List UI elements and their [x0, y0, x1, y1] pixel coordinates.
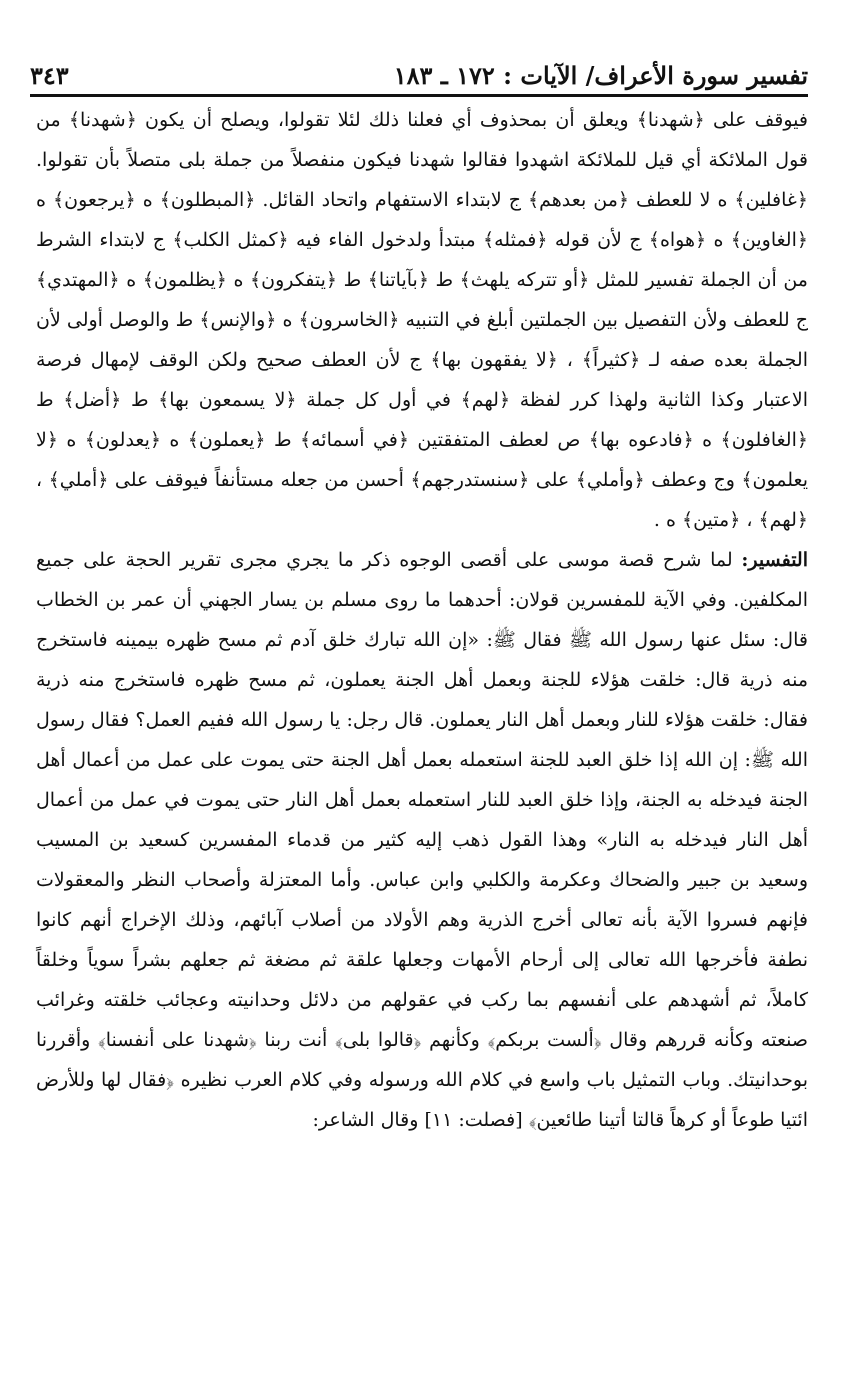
- page-number: ٣٤٣: [30, 61, 69, 90]
- page-body: [36, 100, 808, 1316]
- header-title: تفسير سورة الأعراف/ الآيات : ١٧٢ ـ ١٨٣: [393, 61, 808, 90]
- tafsir-paragraph: [36, 540, 808, 1140]
- tafsir-label: التفسير:: [741, 549, 808, 571]
- waqf-paragraph: فيوقف على ﴿شهدنا﴾ ويعلق أن بمحذوف أي فعلنا ذلك لئلا تقولوا، ويصلح أن يكون ﴿شهدنا﴾ من قول الملائكة أي قيل للملائكة اشهدوا فقالوا شهدنا فيكون منفصلاً من جملة بلى متصلاً بأن تقولوا. ﴿غافلين﴾ ه لا للعطف ﴿من بعدهم﴾ ج لابتداء الاستفهام واتحاد القائل. ﴿المبطلون﴾ ه ﴿يرجعون﴾ ه ﴿الغاوين﴾ ه ﴿هواه﴾ ج لأن قوله ﴿فمثله﴾ مبتدأ ولدخول الفاء فيه ﴿كمثل الكلب﴾ ج لابتداء الشرط من أن الجملة تفسير للمثل ﴿أو تتركه يلهث﴾ ط ﴿بآياتنا﴾ ط ﴿يتفكرون﴾ ه ﴿يظلمون﴾ ه ﴿المهتدي﴾ ج للعطف ولأن التفصيل بين الجملتين أبلغ في التنبيه ﴿الخاسرون﴾ ه ﴿والإنس﴾ ط والوصل أولى لأن الجملة بعده صفه لـ ﴿كثيراً﴾ ، ﴿لا يفقهون بها﴾ ج لأن العطف صحيح ولكن الوقف لإمهال فرصة الاعتبار وكذا الثانية ولهذا كرر لفظة ﴿لهم﴾ في أول كل جملة ﴿لا يسمعون بها﴾ ط ﴿أضل﴾ ط ﴿الغافلون﴾ ه ﴿فادعوه بها﴾ ص لعطف المتفقتين ﴿في أسمائه﴾ ط ﴿يعملون﴾ ه ﴿يعدلون﴾ ه ﴿لا يعلمون﴾ وج وعطف ﴿وأملي﴾ على ﴿سنستدرجهم﴾ أحسن من جعله مستأنفاً فيوقف على ﴿أملي﴾ ، ﴿لهم﴾ ، ﴿متين﴾ ه .: [36, 109, 808, 531]
- running-header: [30, 50, 808, 97]
- tafsir-text: لما شرح قصة موسى على أقصى الوجوه ذكر ما يجري مجرى تقرير الحجة على جميع المكلفين. وفي الآية للمفسرين قولان: أحدهما ما روى مسلم بن يسار الجهني أن عمر بن الخطاب قال: سئل عنها رسول الله ﷺ فقال ﷺ: «إن الله تبارك خلق آدم ثم مسح ظهره بيمينه فاستخرج منه ذرية قال: خلقت هؤلاء للجنة وبعمل أهل الجنة يعملون، ثم مسح ظهره فاستخرج منه ذرية فقال: خلقت هؤلاء للنار وبعمل أهل النار يعملون. قال رجل: يا رسول الله ففيم العمل؟ فقال رسول الله ﷺ: إن الله إذا خلق العبد للجنة استعمله بعمل أهل الجنة حتى يموت على عمل من أعمال أهل الجنة فيدخله به الجنة، وإذا خلق العبد للنار استعمله بعمل أهل النار حتى يموت في عمل من أعمال أهل النار فيدخله به النار» وهذا القول ذهب إليه كثير من قدماء المفسرين كسعيد بن المسيب وسعيد بن جبير والضحاك وعكرمة والكلبي وابن عباس. وأما المعتزلة وأصحاب النظر والمعقولات فإنهم فسروا الآية بأنه تعالى أخرج الذرية وهم الأولاد من أصلاب آبائهم، وذلك الإخراج أنهم كانوا نطفة فأخرجها الله تعالى إلى أرحام الأمهات وجعلها علقة ثم مضغة ثم جعلهم بشراً سوياً وخلقاً كاملاً، ثم أشهدهم على أنفسهم بما ركب في عقولهم من دلائل وحدانيته وعجائب خلقته وغرائب صنعته وكأنه قررهم وقال ﴿ألست بربكم﴾ وكأنهم ﴿قالوا بلى﴾ أنت ربنا ﴿شهدنا على أنفسنا﴾ وأقررنا بوحدانيتك. وباب التمثيل باب واسع في كلام الله ورسوله وفي كلام العرب نظيره ﴿فقال لها وللأرض ائتيا طوعاً أو كرهاً قالتا أتينا طائعين﴾ [فصلت: ١١] وقال الشاعر:: [36, 549, 808, 1131]
